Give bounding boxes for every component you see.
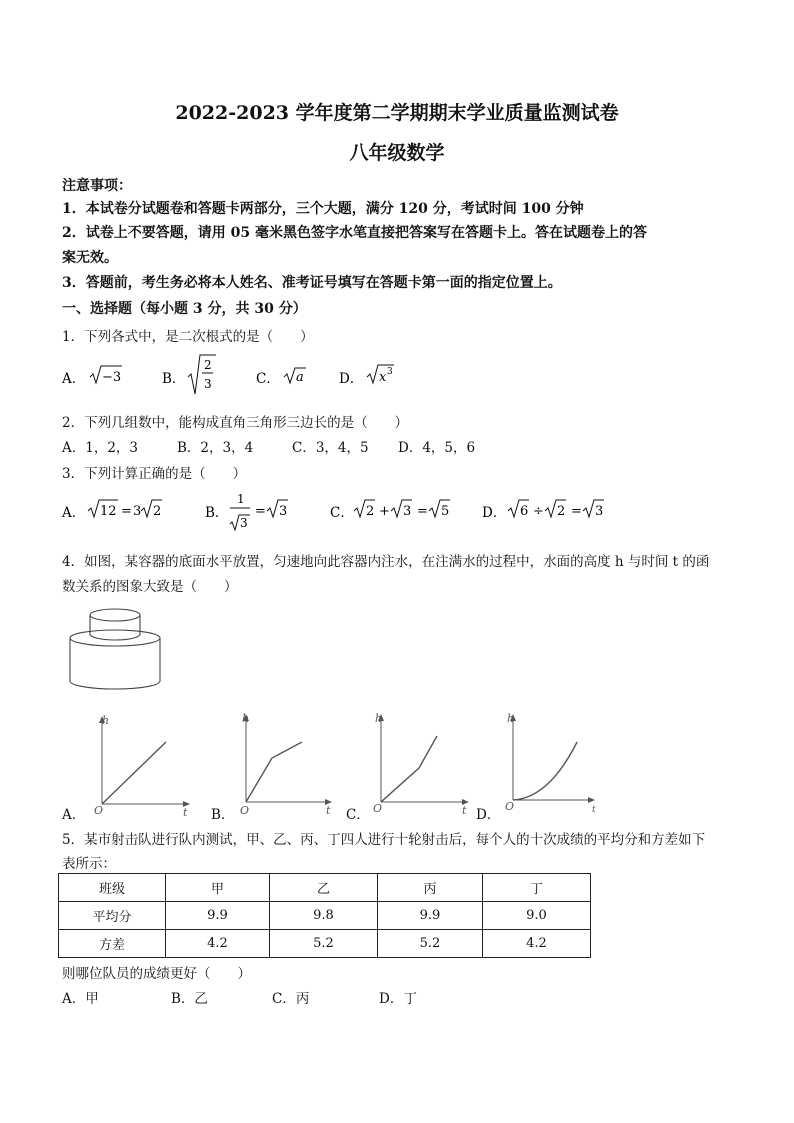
table-header-cell: 乙 bbox=[270, 874, 378, 902]
q3-c-two: 3 bbox=[403, 504, 412, 519]
q3-a-right: 2 bbox=[153, 504, 162, 519]
q3-d-right: 3 bbox=[595, 504, 604, 519]
q1-options bbox=[60, 352, 420, 396]
q1-label-b: B． bbox=[162, 371, 186, 387]
q4-graph-b-y-label: h bbox=[242, 712, 250, 725]
q4-graph-a-x-label: t bbox=[183, 806, 188, 816]
table-cell: 5.2 bbox=[270, 930, 378, 958]
table-header-cell: 丙 bbox=[378, 874, 483, 902]
q5-stem-line-1: 5．某市射击队进行队内测试，甲、乙、丙、丁四人进行十轮射击后，每个人的十次成绩的平均分和方差如下 bbox=[62, 832, 706, 848]
q2-option-a: A．1，2，3 bbox=[62, 440, 139, 456]
q4-stem-line-1: 4．如图，某容器的底面水平放置，匀速地向此容器内注水，在注满水的过程中，水面的高度 h 与时间 t 的函 bbox=[62, 554, 710, 570]
table-cell: 9.0 bbox=[483, 902, 591, 930]
table-cell: 5.2 bbox=[378, 930, 483, 958]
q4-graph-b-origin: O bbox=[240, 804, 250, 816]
q4-option-b-label: B． bbox=[211, 807, 235, 823]
table-cell: 9.9 bbox=[166, 902, 270, 930]
q1-b-radical-sign bbox=[188, 355, 216, 394]
notes-item-2-line-2: 案无效。 bbox=[62, 250, 118, 266]
q4-graph-a-curve bbox=[102, 742, 166, 804]
score-table bbox=[58, 873, 591, 958]
q1-b-numerator: 2 bbox=[204, 358, 212, 372]
q3-a-equals: = bbox=[121, 504, 132, 519]
q1-c-radicand: a bbox=[296, 370, 304, 385]
q4-graph-a-origin: O bbox=[94, 804, 104, 816]
table-cell: 4.2 bbox=[483, 930, 591, 958]
exam-subtitle: 八年级数学 bbox=[349, 142, 445, 164]
q2-option-d: D．4，5，6 bbox=[398, 440, 476, 456]
q4-option-c-label: C． bbox=[346, 807, 370, 823]
table-row bbox=[59, 930, 591, 958]
q4-graph-c-origin: O bbox=[373, 802, 383, 815]
notes-heading: 注意事项： bbox=[62, 178, 132, 194]
q3-d-two: 2 bbox=[557, 504, 566, 519]
q2-stem: 2．下列几组数中，能构成直角三角形三边长的是（ ） bbox=[62, 415, 409, 431]
q4-graph-d bbox=[499, 706, 603, 816]
q5-option-a: A．甲 bbox=[62, 991, 99, 1007]
q3-label-d: D． bbox=[482, 505, 507, 521]
q3-a-coefficient: 3 bbox=[133, 504, 142, 519]
q4-graph-d-x-label: t bbox=[592, 805, 596, 815]
q2-option-c: C．3，4，5 bbox=[292, 440, 369, 456]
table-cell: 平均分 bbox=[59, 902, 166, 930]
q4-graph-c-x-label: t bbox=[462, 804, 467, 816]
section-heading: 一、选择题（每小题 3 分，共 30 分） bbox=[62, 301, 307, 317]
q2-option-b: B．2，3，4 bbox=[177, 440, 254, 456]
q4-graph-b-curve bbox=[246, 742, 302, 802]
q4-graph-b-x-label: t bbox=[326, 804, 331, 816]
q3-label-a: A． bbox=[62, 505, 86, 521]
q3-c-one: 2 bbox=[366, 504, 375, 519]
notes-item-3: 3．答题前，考生务必将本人姓名、准考证号填写在答题卡第一面的指定位置上。 bbox=[62, 275, 562, 291]
q3-a-left: 12 bbox=[100, 504, 117, 519]
q4-graph-d-y-label: h bbox=[507, 712, 515, 725]
q4-graph-d-origin: O bbox=[505, 800, 515, 813]
q3-b-equals: = bbox=[255, 504, 266, 519]
q3-d-equals: = bbox=[571, 504, 582, 519]
q1-a-radicand: −3 bbox=[102, 370, 122, 385]
q3-label-b: B． bbox=[205, 505, 229, 521]
q5-option-d: D．丁 bbox=[379, 991, 417, 1007]
q4-graph-b bbox=[232, 706, 340, 816]
table-cell: 4.2 bbox=[166, 930, 270, 958]
q4-graph-a-y-label: h bbox=[102, 714, 110, 727]
q1-d-base: x bbox=[379, 370, 387, 385]
q5-question: 则哪位队员的成绩更好（ ） bbox=[62, 966, 251, 982]
table-header-row bbox=[59, 874, 591, 902]
exam-title: 2022-2023 学年度第二学期期末学业质量监测试卷 bbox=[175, 102, 619, 124]
container-figure bbox=[60, 605, 170, 697]
q4-option-d-label: D． bbox=[476, 807, 501, 823]
q3-d-one: 6 bbox=[520, 504, 529, 519]
q3-d-divide: ÷ bbox=[533, 504, 544, 519]
q4-graph-c bbox=[367, 706, 477, 816]
notes-item-2-line-1: 2．试卷上不要答题，请用 05 毫米黑色签字水笔直接把答案写在答题卡上。答在试题卷上的答 bbox=[62, 225, 647, 241]
q3-b-numerator: 1 bbox=[237, 492, 245, 506]
q3-c-plus: + bbox=[379, 504, 390, 519]
q3-c-equals: = bbox=[417, 504, 428, 519]
table-row bbox=[59, 902, 591, 930]
q4-option-a-label: A． bbox=[62, 807, 86, 823]
q3-options bbox=[60, 488, 620, 534]
q1-label-c: C． bbox=[256, 371, 280, 387]
q1-label-a: A． bbox=[62, 371, 86, 387]
table-header-cell: 班级 bbox=[59, 874, 166, 902]
q1-b-denominator: 3 bbox=[204, 377, 212, 391]
q4-graph-a bbox=[88, 708, 198, 816]
q5-option-b: B．乙 bbox=[171, 991, 208, 1007]
table-cell: 9.8 bbox=[270, 902, 378, 930]
q3-b-right: 3 bbox=[279, 504, 288, 519]
table-header-cell: 丁 bbox=[483, 874, 591, 902]
table-cell: 方差 bbox=[59, 930, 166, 958]
q1-label-d: D． bbox=[339, 371, 364, 387]
q3-label-c: C． bbox=[330, 505, 354, 521]
q3-stem: 3．下列计算正确的是（ ） bbox=[62, 466, 247, 482]
q4-graph-d-curve bbox=[513, 742, 577, 800]
q5-stem-line-2: 表所示： bbox=[62, 856, 116, 872]
q3-b-denominator: 3 bbox=[240, 516, 248, 530]
q1-stem: 1．下列各式中，是二次根式的是（ ） bbox=[62, 329, 314, 345]
notes-item-1: 1．本试卷分试题卷和答题卡两部分，三个大题，满分 120 分，考试时间 100 分钟 bbox=[62, 201, 584, 217]
table-header-cell: 甲 bbox=[166, 874, 270, 902]
q1-d-exponent: 3 bbox=[387, 367, 393, 377]
q4-graph-c-y-label: h bbox=[375, 712, 383, 725]
q3-c-right: 5 bbox=[441, 504, 450, 519]
q5-option-c: C．丙 bbox=[272, 991, 310, 1007]
q4-stem-line-2: 数关系的图象大致是（ ） bbox=[62, 579, 238, 595]
q4-graph-c-curve bbox=[381, 736, 437, 802]
table-cell: 9.9 bbox=[378, 902, 483, 930]
